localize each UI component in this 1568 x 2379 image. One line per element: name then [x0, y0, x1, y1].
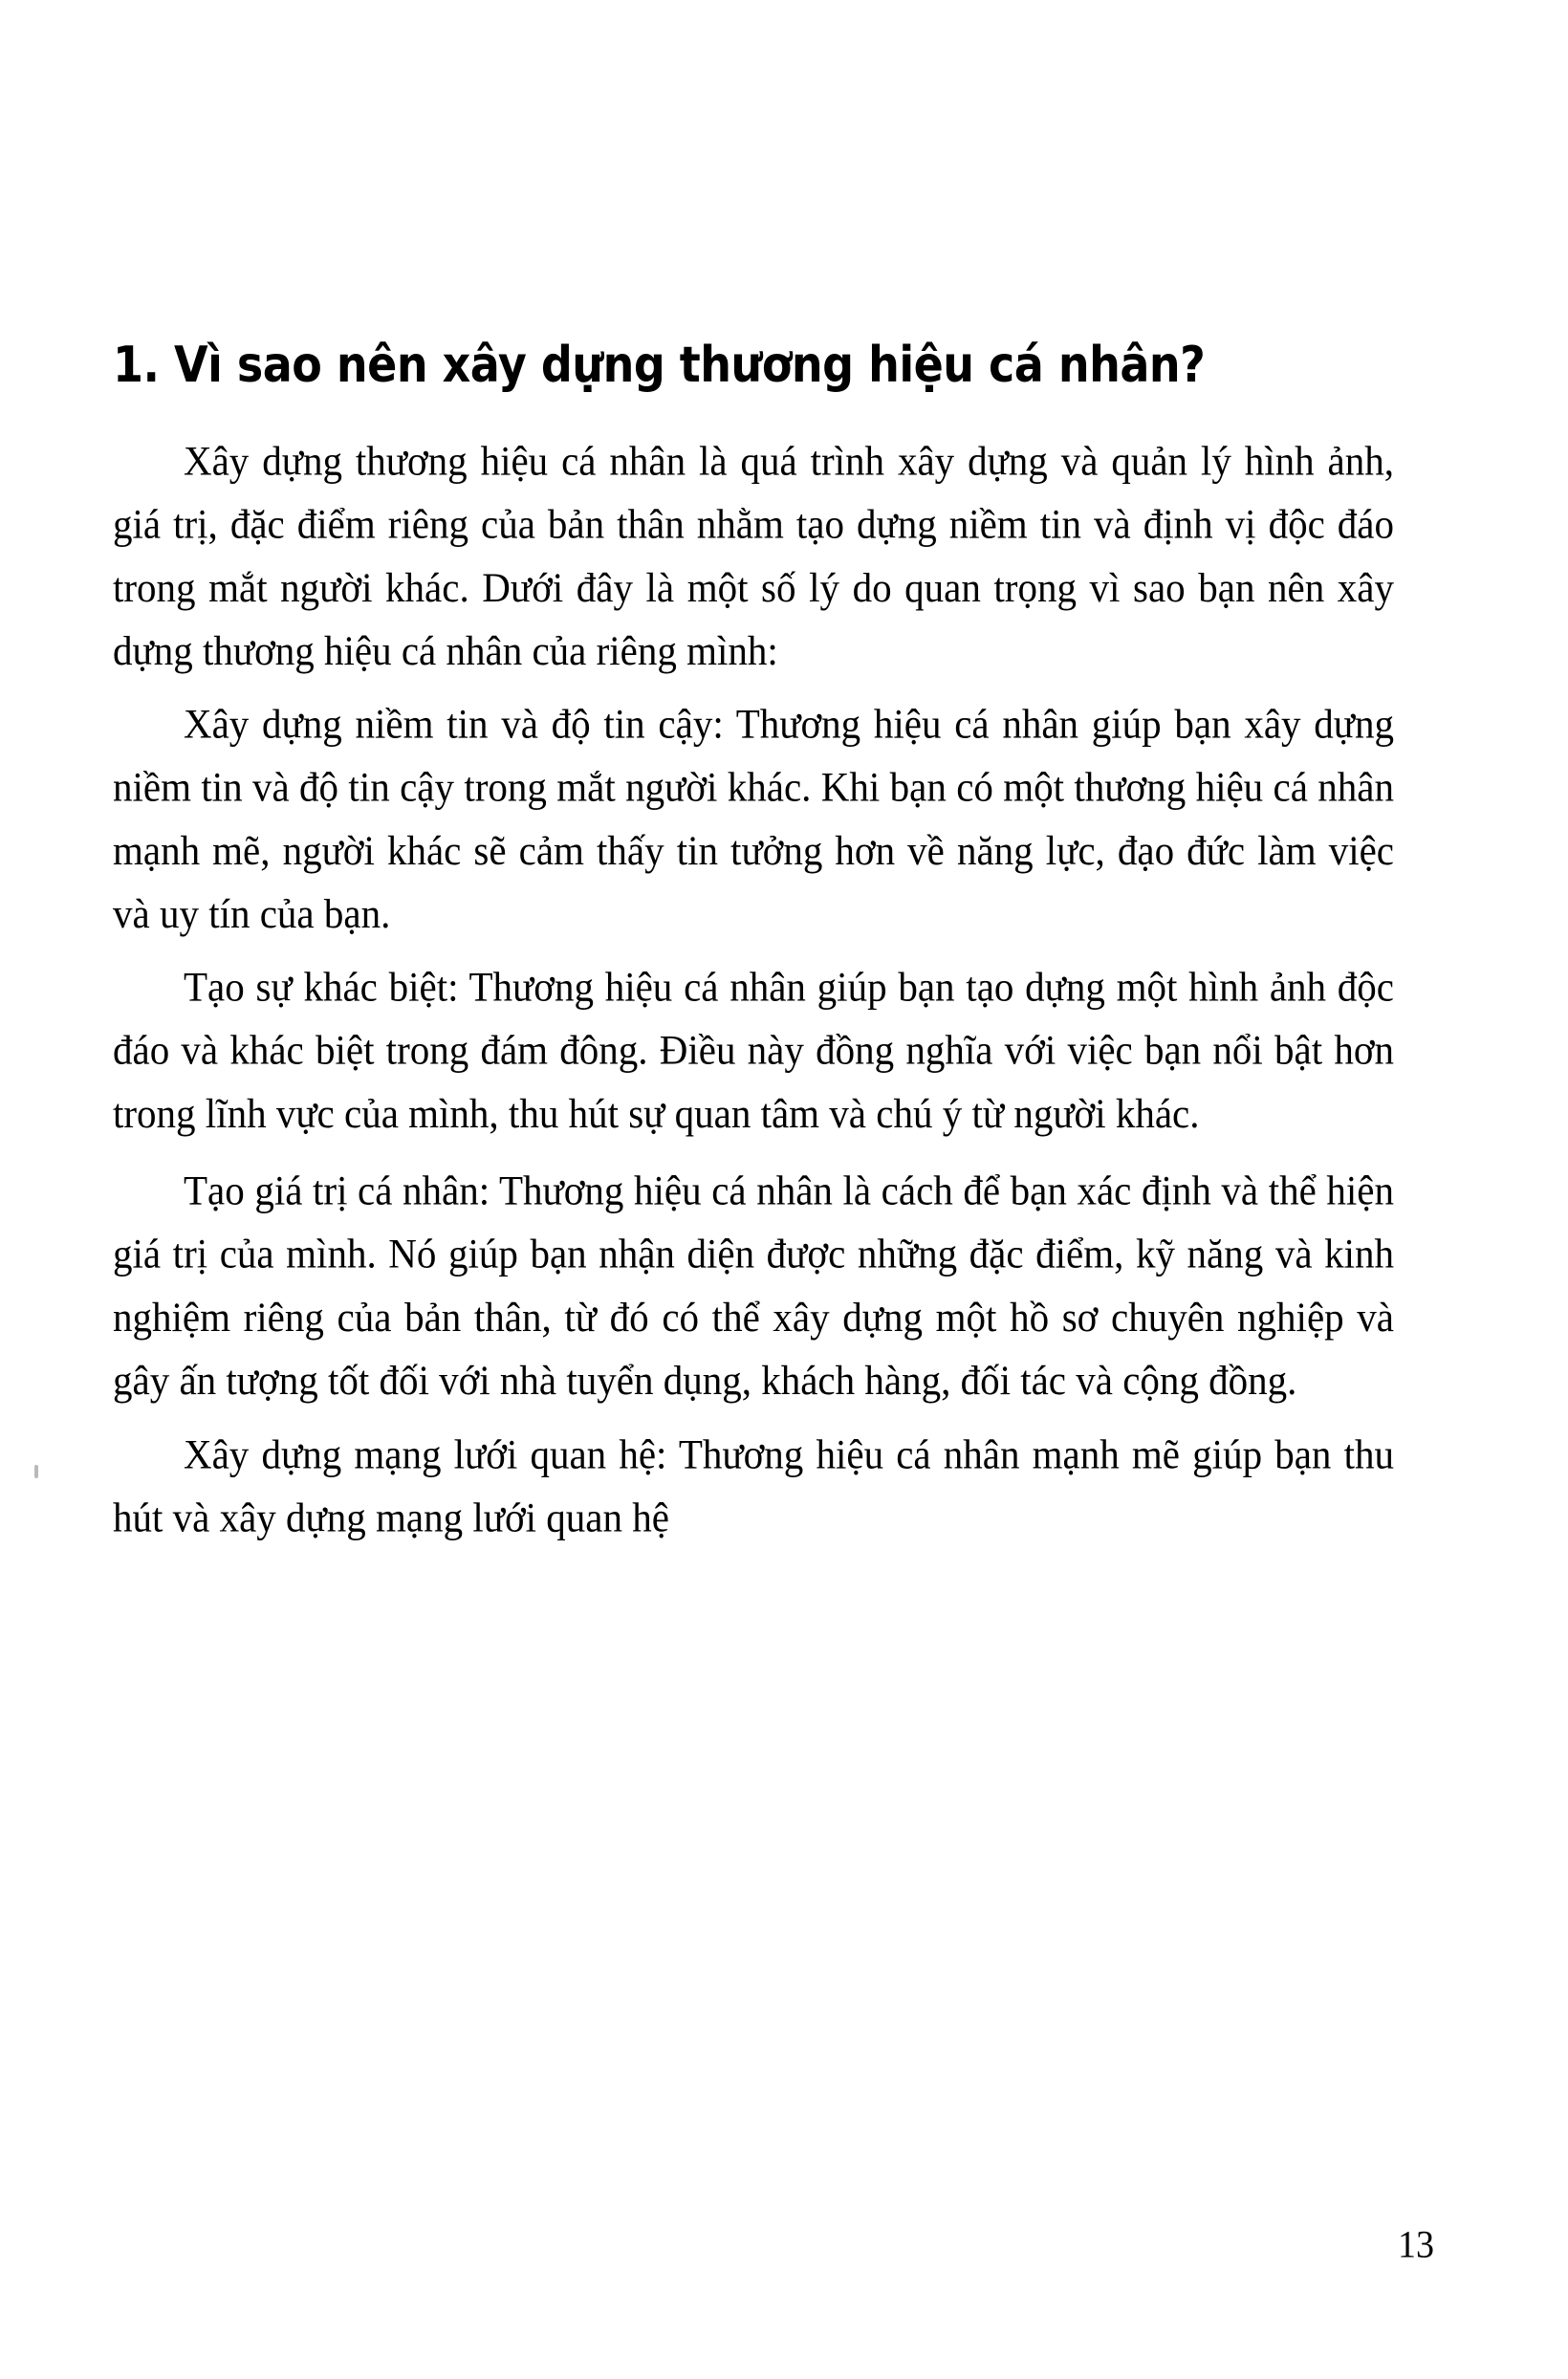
page-number: 13	[1398, 2223, 1434, 2267]
body-paragraph-1: Xây dựng thương hiệu cá nhân là quá trình xây dựng và quản lý hình ảnh, giá trị, đặc điểm riêng của bản thân nhằm tạo dựng niềm tin và định vị độc đáo trong mắt người khác. Dưới đây là một số lý do quan trọng vì sao bạn nên xây dựng thương hiệu cá nhân của riêng mình:	[113, 437, 1394, 674]
body-paragraph-4: Tạo giá trị cá nhân: Thương hiệu cá nhân là cách để bạn xác định và thể hiện giá trị của mình. Nó giúp bạn nhận diện được những đặc điểm, kỹ năng và kinh nghiệm riêng của bản thân, từ đó có thể xây dựng một hồ sơ chuyên nghiệp và gây ấn tượng tốt đối với nhà tuyển dụng, khách hàng, đối tác và cộng đồng.	[113, 1167, 1394, 1404]
page-content	[113, 337, 1394, 1566]
body-paragraph-5: Xây dựng mạng lưới quan hệ: Thương hiệu cá nhân mạnh mẽ giúp bạn thu hút và xây dựng mạng lưới quan hệ	[113, 1430, 1394, 1540]
body-paragraph-3: Tạo sự khác biệt: Thương hiệu cá nhân giúp bạn tạo dựng một hình ảnh độc đáo và khác biệt trong đám đông. Điều này đồng nghĩa với việc bạn nổi bật hơn trong lĩnh vực của mình, thu hút sự quan tâm và chú ý từ người khác.	[113, 963, 1394, 1137]
page-title: 1. Vì sao nên xây dựng thương hiệu cá nhân?	[113, 335, 1206, 394]
page-speck-artifact	[34, 1465, 38, 1478]
body-paragraph-2: Xây dựng niềm tin và độ tin cậy: Thương hiệu cá nhân giúp bạn xây dựng niềm tin và độ tin cậy trong mắt người khác. Khi bạn có một thương hiệu cá nhân mạnh mẽ, người khác sẽ cảm thấy tin tưởng hơn về năng lực, đạo đức làm việc và uy tín của bạn.	[113, 700, 1394, 937]
